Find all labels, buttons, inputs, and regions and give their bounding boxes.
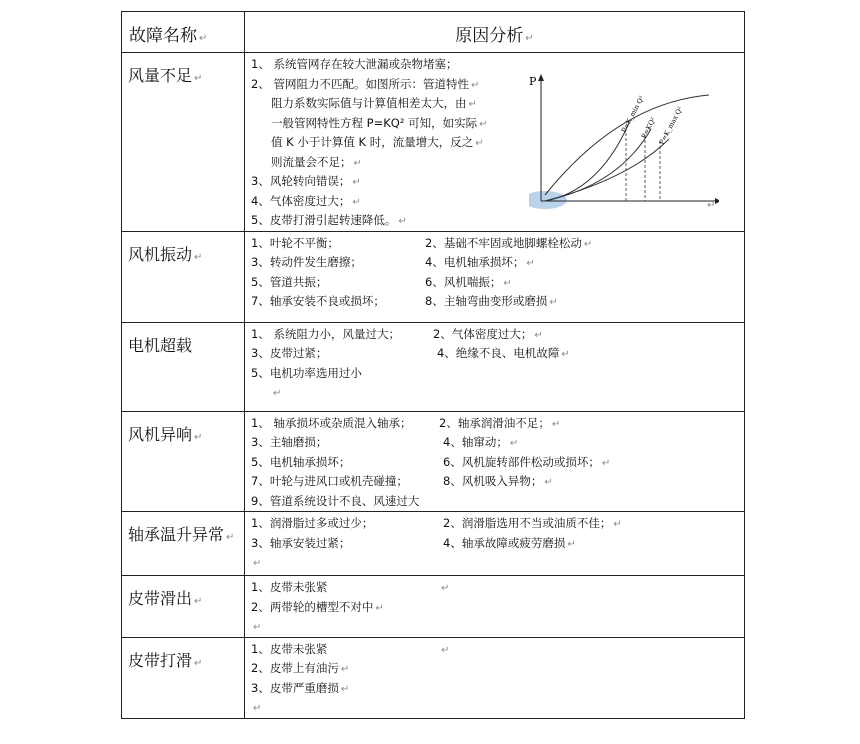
paragraph-mark: ↵: [194, 251, 203, 263]
cause-line: 3、轴承安装过紧； 4、轴承故障或疲劳磨损 ↵: [251, 535, 576, 550]
paragraph-mark: ↵: [340, 683, 350, 695]
curve-label-k: P=KQ²: [639, 116, 658, 140]
cause-line: [251, 383, 744, 403]
fault-name-cell: [122, 576, 245, 638]
curve-label-kmin: P=K_min Q²: [619, 94, 646, 134]
cause-line: 1、润滑脂过多或过少； 2、润滑脂选用不当或油质不佳； ↵: [251, 516, 622, 530]
cause-cell: [245, 512, 745, 576]
fault-name-cell: [122, 411, 245, 512]
cause-line: 7、轴承安装不良或损坏； 8、主轴弯曲变形或磨损 ↵: [251, 294, 558, 308]
paragraph-mark: ↵: [253, 622, 262, 633]
cause-line: 一般管网特性方程 P=KQ² 可知，如实际 ↵: [271, 115, 488, 130]
paragraph-mark: ↵: [534, 329, 543, 341]
paragraph-mark: ↵: [441, 644, 450, 656]
paragraph-mark: ↵: [352, 177, 361, 188]
cause-line: 3、主轴磨损； 4、轴窜动； ↵: [251, 435, 519, 449]
paragraph-mark: ↵: [441, 583, 450, 594]
pipe-characteristic-chart: [529, 73, 719, 223]
cause-line: [251, 617, 744, 637]
fault-name: 皮带打滑: [128, 650, 193, 670]
paragraph-mark: ↵: [194, 596, 203, 607]
cause-line: 3、转动件发生磨擦； 4、电机轴承损坏； ↵: [251, 255, 535, 269]
cause-line: 1、 轴承损坏或杂质混入轴承； 2、轴承润滑油不足； ↵: [251, 415, 561, 430]
paragraph-mark: ↵: [226, 532, 235, 543]
paragraph-mark: ↵: [253, 558, 262, 569]
table-row: [122, 512, 745, 576]
cause-line: 5、管道共振； 6、风机喘振； ↵: [251, 274, 512, 289]
cause-line: 7、叶轮与进风口或机壳碰撞； 8、风机吸入异物； ↵: [251, 474, 553, 488]
fault-name-cell: [122, 231, 245, 322]
paragraph-mark: ↵: [509, 438, 519, 449]
paragraph-mark: ↵: [470, 79, 480, 91]
fault-name-cell: [122, 512, 245, 576]
cause-line: 4、气体密度过大； ↵: [251, 193, 361, 208]
curve-kmax: [545, 139, 669, 201]
paragraph-mark: ↵: [353, 157, 362, 169]
table-row: [122, 637, 745, 718]
paragraph-mark: ↵: [273, 388, 282, 399]
cause-line: 2、 管网阻力不匹配。如图所示：管道特性 ↵: [251, 76, 480, 91]
header-fault-name: 故障名称: [129, 26, 197, 46]
paragraph-mark: ↵: [398, 216, 407, 227]
cause-line: 1、叶轮不平衡； 2、基础不牢固或地脚螺栓松动 ↵: [251, 235, 593, 250]
header-row: [122, 12, 745, 53]
fault-name-cell: [122, 637, 245, 718]
fault-name: 电机超载: [128, 335, 193, 355]
cause-line: 5、电机轴承损坏； 6、风机旋转部件松动或损坏； ↵: [251, 454, 611, 469]
paragraph-mark: ↵: [194, 431, 203, 443]
cause-line: 1、皮带未张紧 ↵: [251, 580, 450, 594]
cause-cell: [245, 637, 745, 718]
cause-line: 1、 系统管网存在较大泄漏或杂物堵塞；: [251, 57, 458, 71]
header-cell-cause: [245, 12, 745, 53]
cause-line: 1、皮带未张紧 ↵: [251, 641, 450, 656]
cause-line: 3、皮带过紧； 4、绝缘不良、电机故障 ↵: [251, 346, 570, 360]
cause-line: [251, 698, 744, 718]
cause-cell: [245, 411, 745, 512]
paragraph-mark: ↵: [375, 602, 384, 614]
paragraph-mark: ↵: [544, 477, 553, 488]
table-row: [122, 576, 745, 638]
fault-name-cell: [122, 53, 245, 232]
fault-table: [121, 11, 745, 719]
cause-cell: [245, 231, 745, 322]
fault-name: 风量不足: [128, 66, 193, 85]
cause-line: 9、管道系统设计不良、风速过大: [251, 493, 420, 508]
paragraph-mark: ↵: [340, 664, 350, 675]
paragraph-mark: ↵: [567, 538, 576, 550]
table-row: [122, 411, 745, 512]
paragraph-mark: ↵: [551, 418, 561, 430]
paragraph-mark: ↵: [468, 99, 477, 110]
paragraph-mark: ↵: [253, 703, 262, 714]
paragraph-mark: ↵: [549, 297, 558, 308]
paragraph-mark: ↵: [194, 73, 203, 84]
cause-cell: [245, 53, 745, 232]
header-cell-fault-name: [122, 12, 245, 53]
paragraph-mark: ↵: [707, 200, 716, 211]
cause-line: 阻力系数实际值与计算值相差太大，由 ↵: [271, 96, 477, 110]
cause-line: 3、皮带严重磨损 ↵: [251, 680, 350, 695]
cause-cell: [245, 322, 745, 411]
paragraph-mark: ↵: [525, 33, 534, 44]
fault-name: 风机振动: [128, 244, 193, 264]
fault-name-cell: [122, 322, 245, 411]
y-axis-arrow: [538, 74, 544, 81]
paragraph-mark: ↵: [352, 196, 361, 208]
paragraph-mark: ↵: [613, 519, 622, 530]
paragraph-mark: ↵: [479, 118, 488, 130]
curve-kmin: [545, 123, 629, 201]
paragraph-mark: ↵: [583, 238, 593, 250]
table-row: [122, 322, 745, 411]
cause-line: 1、 系统阻力小，风量过大； 2、气体密度过大； ↵: [251, 326, 543, 341]
cause-line: 值 K 小于计算值 K 时，流量增大，反之 ↵: [271, 135, 484, 149]
cause-line: 5、皮带打滑引起转速降低。 ↵: [251, 213, 407, 227]
fault-name: 皮带滑出: [128, 589, 193, 608]
paragraph-mark: ↵: [503, 277, 512, 289]
y-axis-label: P: [529, 75, 537, 88]
cause-cell: [245, 576, 745, 638]
table-row: [122, 53, 745, 232]
paragraph-mark: ↵: [194, 657, 203, 669]
x-axis-arrow: [715, 198, 719, 204]
header-cause-analysis: 原因分析: [455, 26, 524, 46]
paragraph-mark: ↵: [199, 33, 208, 44]
cause-line: 2、两带轮的槽型不对中 ↵: [251, 599, 384, 614]
paragraph-mark: ↵: [601, 457, 611, 469]
paragraph-mark: ↵: [561, 349, 570, 360]
table-row: [122, 231, 745, 322]
cause-line: 2、皮带上有油污 ↵: [251, 661, 350, 675]
cause-line: [251, 553, 744, 573]
cause-line: 则流量会不足； ↵: [271, 154, 362, 169]
paragraph-mark: ↵: [475, 138, 484, 149]
cause-line: 5、电机功率选用过小: [251, 365, 362, 380]
paragraph-mark: ↵: [526, 258, 535, 269]
cause-line: 3、风轮转向错误； ↵: [251, 174, 361, 188]
fault-name: 风机异响: [128, 424, 193, 444]
fault-name: 轴承温升异常: [128, 525, 225, 544]
fan-curve: [545, 95, 709, 195]
curve-label-kmax: P=K_max Q²: [657, 105, 685, 146]
